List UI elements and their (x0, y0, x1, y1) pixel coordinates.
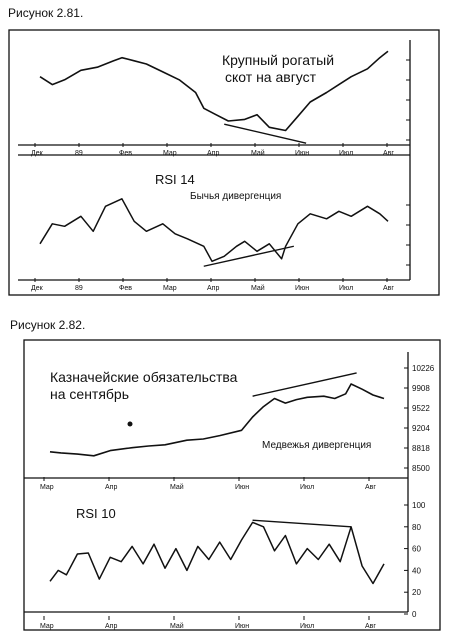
fig1-rsi-xtick-label: Дек (31, 285, 43, 292)
fig2-price-xtick-label: Мар (40, 484, 54, 491)
fig1-price-title-line2: скот на август (225, 69, 317, 85)
fig2-price-ytick-label: 8500 (412, 464, 430, 473)
fig2-price-xtick-label: Авг (365, 484, 376, 491)
fig1-price-xtick-label: Июл (339, 150, 354, 157)
fig1-price-series-line (40, 51, 388, 130)
figure-label-1: Рисунок 2.81. (8, 6, 84, 20)
fig2-rsi-xtick-label: Мар (40, 623, 54, 630)
fig2-dot-marker (128, 422, 133, 427)
fig1-rsi-xtick-label: Май (251, 285, 265, 292)
fig1-price-trendline (224, 124, 306, 143)
fig2-rsi-ytick-label: 80 (412, 522, 421, 532)
fig1-price-xtick-label: Апр (207, 150, 220, 157)
fig1-outer-frame (9, 30, 439, 295)
fig1-rsi-xtick-label: Фев (119, 285, 132, 292)
fig2-price-title-line2: на сентябрь (50, 386, 130, 402)
fig1-price-xtick-label: 89 (75, 150, 83, 157)
fig2-price-ytick-label: 9522 (412, 404, 430, 413)
fig1-rsi-xtick-label: Июн (295, 285, 310, 292)
fig2-price-ytick-label: 10226 (412, 364, 435, 373)
fig1-rsi-xtick-label: Авг (383, 285, 394, 292)
fig2-rsi-ytick-label: 60 (412, 544, 421, 554)
fig2-price-ytick-label: 9908 (412, 384, 430, 393)
fig2-price-trendline (253, 373, 357, 396)
fig2-rsi-xtick-label: Июн (235, 623, 250, 630)
fig2-rsi-xtick-label: Апр (105, 623, 118, 630)
fig2-price-ytick-label: 9204 (412, 424, 430, 433)
fig2-price-xtick-label: Май (170, 484, 184, 491)
fig1-osc-annotation: Бычья дивергенция (190, 191, 282, 202)
fig2-price-xtick-label: Июн (235, 484, 250, 491)
fig2-price-title-line1: Казначейские обязательства (50, 369, 238, 385)
fig1-rsi-xtick-label: Июл (339, 285, 354, 292)
fig1-rsi-xtick-label: Мар (163, 285, 177, 292)
fig1-price-xtick-label: Авг (383, 150, 394, 157)
fig2-rsi-ytick-label: 0 (412, 610, 417, 619)
fig1-osc-title: RSI 14 (155, 172, 195, 187)
figure-label-2: Рисунок 2.82. (10, 318, 86, 332)
fig1-price-xtick-label: Май (251, 150, 265, 157)
fig1-price-xtick-label: Фев (119, 150, 132, 157)
fig1-rsi-series-line (40, 199, 388, 261)
fig2-rsi-ytick-label: 40 (412, 566, 421, 576)
fig2-rsi-trendline (253, 520, 352, 527)
fig2-price-xtick-label: Апр (105, 484, 118, 491)
fig1-price-xtick-label: Мар (163, 150, 177, 157)
fig2-rsi-ytick-label: 100 (412, 501, 426, 510)
fig1-price-xtick-label: Июн (295, 150, 310, 157)
fig2-price-ytick-label: 8818 (412, 444, 430, 453)
fig1-rsi-xtick-label: 89 (75, 285, 83, 292)
fig2-rsi-xtick-label: Июл (300, 623, 315, 630)
fig2-osc-title: RSI 10 (76, 506, 116, 521)
fig1-price-xtick-label: Дек (31, 150, 43, 157)
fig2-rsi-series-line (50, 522, 384, 583)
fig2-rsi-xtick-label: Май (170, 623, 184, 630)
fig2-price-xtick-label: Июл (300, 484, 315, 491)
fig2-rsi-xtick-label: Авг (365, 623, 376, 630)
fig1-rsi-xtick-label: Апр (207, 285, 220, 292)
fig2-price-annotation: Медвежья дивергенция (262, 440, 372, 451)
fig2-rsi-ytick-label: 20 (412, 588, 421, 598)
fig1-price-title-line1: Крупный рогатый (222, 52, 335, 68)
